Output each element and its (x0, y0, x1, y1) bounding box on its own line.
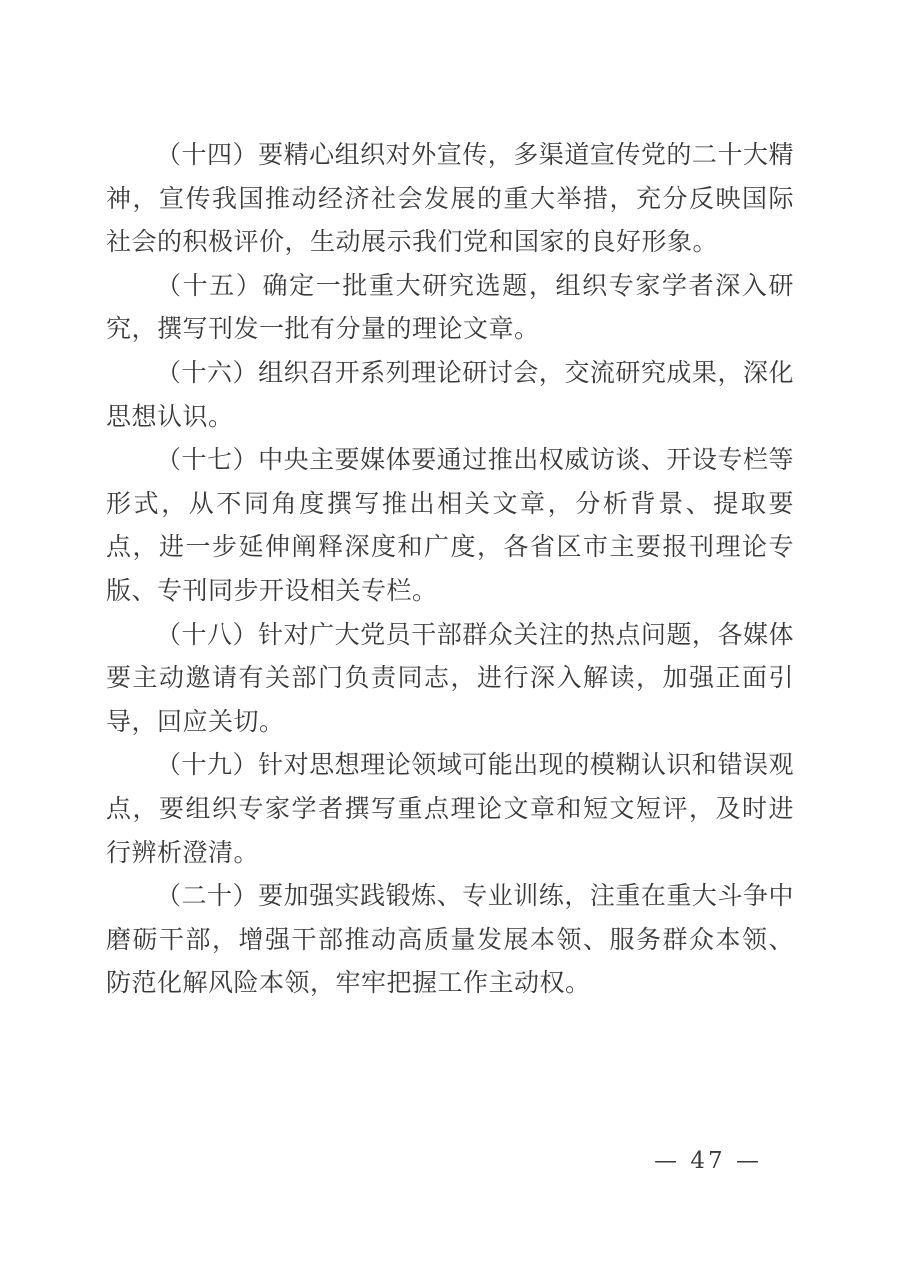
paragraph-20: （二十）要加强实践锻炼、专业训练，注重在重大斗争中磨砺干部，增强干部推动高质量发展本领、服务群众本领、防范化解风险本领，牢牢把握工作主动权。 (106, 881, 794, 998)
paragraph-19: （十九）针对思想理论领域可能出现的模糊认识和错误观点，要组织专家学者撰写重点理论文章和短文短评，及时进行辨析澄清。 (106, 750, 794, 867)
paragraph-16: （十六）组织召开系列理论研讨会，交流研究成果，深化思想认识。 (106, 357, 794, 431)
document-body (106, 133, 794, 1005)
paragraph-14: （十四）要精心组织对外宣传，多渠道宣传党的二十大精神，宣传我国推动经济社会发展的重大举措，充分反映国际社会的积极评价，生动展示我们党和国家的良好形象。 (106, 140, 794, 257)
page-number: — 47 — (654, 1148, 762, 1174)
paragraph-18: （十八）针对广大党员干部群众关注的热点问题，各媒体要主动邀请有关部门负责同志，进行深入解读，加强正面引导，回应关切。 (106, 619, 794, 736)
paragraph-15: （十五）确定一批重大研究选题，组织专家学者深入研究，撰写刊发一批有分量的理论文章。 (106, 270, 794, 344)
paragraph-17: （十七）中央主要媒体要通过推出权威访谈、开设专栏等形式，从不同角度撰写推出相关文章，分析背景、提取要点，进一步延伸阐释深度和广度，各省区市主要报刊理论专版、专刊同步开设相关专栏。 (106, 445, 794, 605)
